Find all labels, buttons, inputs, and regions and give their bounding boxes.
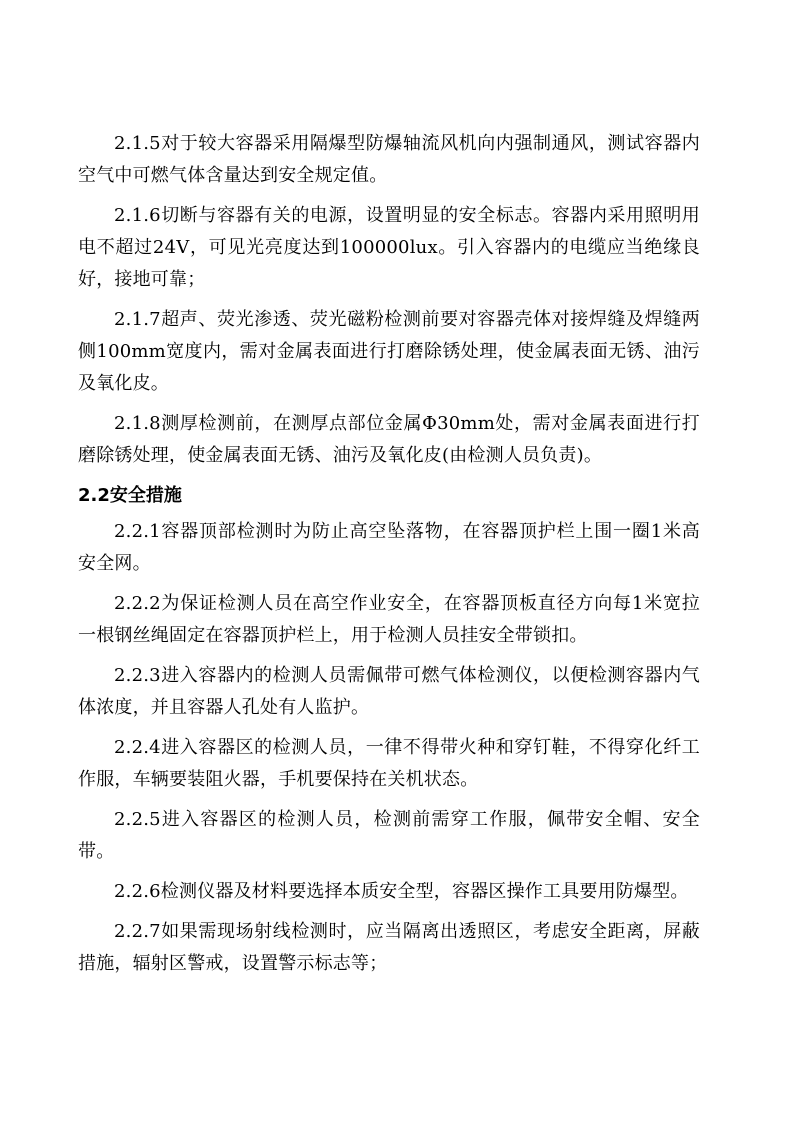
paragraph-2-1-6: 2.1.6切断与容器有关的电源，设置明显的安全标志。容器内采用照明用电不超过24V，可见光亮度达到100000lux。引入容器内的电缆应当绝缘良好，接地可靠； [78, 205, 700, 290]
paragraph-2-2-2: 2.2.2为保证检测人员在高空作业安全，在容器顶板直径方向每1米宽拉一根钢丝绳固定在容器顶护栏上，用于检测人员挂安全带锁扣。 [78, 593, 700, 646]
paragraph-2-2-6: 2.2.6检测仪器及材料要选择本质安全型，容器区操作工具要用防爆型。 [114, 881, 689, 902]
paragraph-2-1-7: 2.1.7超声、荧光渗透、荧光磁粉检测前要对容器壳体对接焊缝及焊缝两侧100mm宽度内，需对金属表面进行打磨除锈处理，使金属表面无锈、油污及氧化皮。 [78, 309, 700, 394]
paragraph-2-1-5: 2.1.5对于较大容器采用隔爆型防爆轴流风机向内强制通风，测试容器内空气中可燃气体含量达到安全规定值。 [78, 133, 700, 186]
section-heading-safety: 2.2安全措施 [78, 485, 182, 506]
paragraph-2-2-5: 2.2.5进入容器区的检测人员，检测前需穿工作服，佩带安全帽、安全带。 [78, 809, 700, 862]
paragraph-2-2-3: 2.2.3进入容器内的检测人员需佩带可燃气体检测仪，以便检测容器内气体浓度，并且容器人孔处有人监护。 [78, 665, 700, 718]
document-body [78, 128, 700, 988]
paragraph-2-2-7: 2.2.7如果需现场射线检测时，应当隔离出透照区，考虑安全距离，屏蔽措施，辐射区警戒，设置警示标志等； [78, 921, 700, 974]
paragraph-2-1-8: 2.1.8测厚检测前，在测厚点部位金属Φ30mm处，需对金属表面进行打磨除锈处理，使金属表面无锈、油污及氧化皮(由检测人员负责)。 [78, 413, 700, 466]
paragraph-2-2-4: 2.2.4进入容器区的检测人员，一律不得带火种和穿钉鞋，不得穿化纤工作服，车辆要装阻火器，手机要保持在关机状态。 [78, 737, 700, 790]
paragraph-2-2-1: 2.2.1容器顶部检测时为防止高空坠落物，在容器顶护栏上围一圈1米高安全网。 [78, 521, 700, 574]
